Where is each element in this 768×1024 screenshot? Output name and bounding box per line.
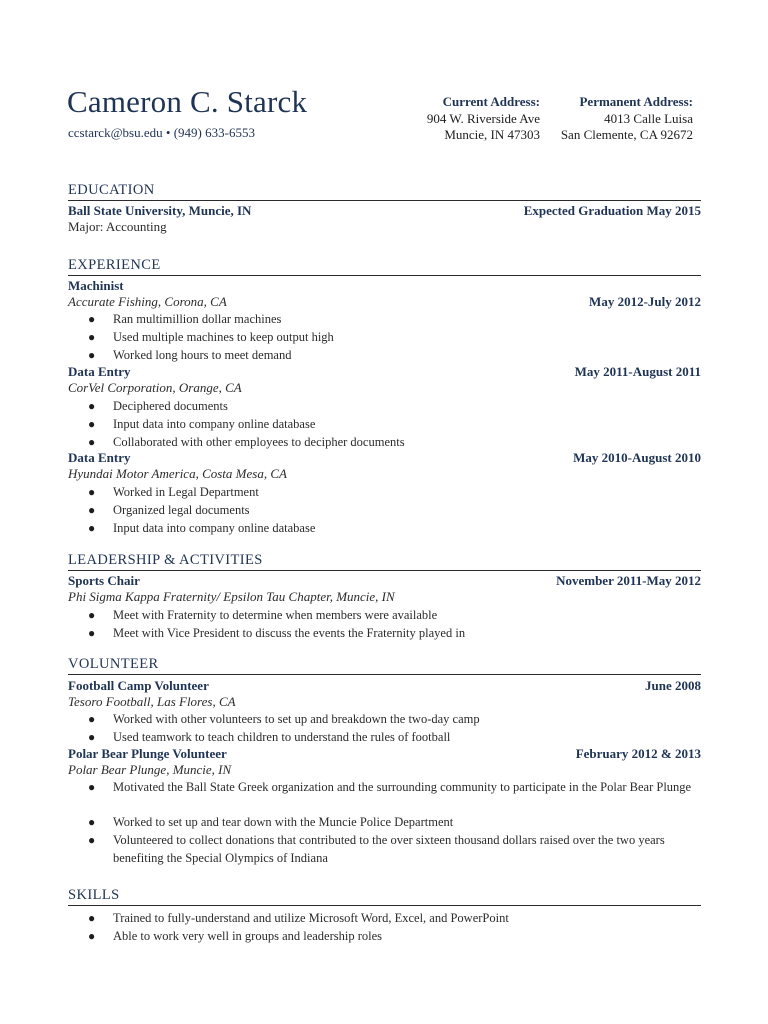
list-item: ● Motivated the Ball State Greek organization and the surrounding community to participate in the Polar Bear Plunge: [113, 779, 703, 797]
role-title: Sports Chair: [68, 573, 140, 588]
bullet-dot-icon: ●: [88, 833, 96, 847]
job-title: Machinist: [68, 278, 124, 293]
bullet-dot-icon: ●: [88, 911, 96, 925]
permanent-address-label: Permanent Address:: [579, 94, 693, 109]
candidate-name: Cameron C. Starck: [67, 84, 308, 119]
list-item: ● Used multiple machines to keep output high: [113, 329, 703, 347]
role-date: February 2012 & 2013: [575, 746, 701, 761]
bullet-dot-icon: ●: [88, 330, 96, 344]
bullet-dot-icon: ●: [88, 485, 96, 499]
bullet-dot-icon: ●: [88, 417, 96, 431]
bullet-dot-icon: ●: [88, 435, 96, 449]
job-title: Data Entry: [68, 450, 131, 465]
list-item: ● Trained to fully-understand and utilize Microsoft Word, Excel, and PowerPoint: [113, 910, 703, 928]
permanent-address-line1: 4013 Calle Luisa: [604, 110, 693, 126]
job-date: May 2012-July 2012: [589, 294, 701, 309]
section-heading-education: EDUCATION: [68, 182, 701, 201]
bullet-dot-icon: ●: [88, 399, 96, 413]
phone: (949) 633-6553: [173, 125, 255, 140]
bullet-dot-icon: ●: [88, 730, 96, 744]
school-name: Ball State University, Muncie, IN: [68, 203, 252, 218]
role-title: Football Camp Volunteer: [68, 678, 209, 693]
bullet-dot-icon: ●: [88, 608, 96, 622]
role-org: Tesoro Football, Las Flores, CA: [68, 694, 236, 709]
job-org: Hyundai Motor America, Costa Mesa, CA: [68, 466, 287, 481]
current-address-line2: Muncie, IN 47303: [444, 127, 540, 142]
bullet-dot-icon: ●: [88, 780, 96, 794]
graduation-date: Expected Graduation May 2015: [523, 203, 701, 218]
bullet-dot-icon: ●: [88, 626, 96, 640]
current-address-label: Current Address:: [442, 94, 540, 109]
list-item: ● Input data into company online database: [113, 520, 703, 538]
job-date: May 2011-August 2011: [574, 364, 701, 379]
role-date: November 2011-May 2012: [556, 573, 701, 588]
separator: •: [165, 125, 171, 140]
list-item: ● Deciphered documents: [113, 398, 703, 416]
bullet-dot-icon: ●: [88, 929, 96, 943]
list-item: ● Able to work very well in groups and leadership roles: [113, 928, 703, 946]
list-item: ● Worked long hours to meet demand: [113, 347, 703, 365]
list-item: ● Input data into company online database: [113, 416, 703, 434]
list-item: ● Meet with Fraternity to determine when members were available: [113, 607, 703, 625]
permanent-address-line2: San Clemente, CA 92672: [560, 127, 693, 142]
job-org: CorVel Corporation, Orange, CA: [68, 380, 242, 395]
contact-line: [68, 125, 255, 141]
list-item: ● Meet with Vice President to discuss the events the Fraternity played in: [113, 625, 703, 643]
current-address: [427, 94, 540, 144]
bullet-dot-icon: ●: [88, 712, 96, 726]
section-heading-volunteer: VOLUNTEER: [68, 656, 701, 675]
email: ccstarck@bsu.edu: [68, 125, 163, 140]
section-heading-leadership: LEADERSHIP & ACTIVITIES: [68, 552, 701, 571]
list-item: ● Organized legal documents: [113, 502, 703, 520]
bullet-dot-icon: ●: [88, 521, 96, 535]
list-item: ● Worked with other volunteers to set up and breakdown the two-day camp: [113, 711, 703, 729]
bullet-dot-icon: ●: [88, 312, 96, 326]
job-org: Accurate Fishing, Corona, CA: [68, 294, 227, 309]
role-org: Phi Sigma Kappa Fraternity/ Epsilon Tau Chapter, Muncie, IN: [68, 589, 395, 604]
list-item: ● Worked to set up and tear down with the Muncie Police Department: [113, 814, 703, 832]
bullet-dot-icon: ●: [88, 815, 96, 829]
current-address-line1: 904 W. Riverside Ave: [426, 110, 540, 126]
bullet-dot-icon: ●: [88, 503, 96, 517]
list-item: ● Worked in Legal Department: [113, 484, 703, 502]
role-date: June 2008: [645, 678, 701, 693]
role-title: Polar Bear Plunge Volunteer: [68, 746, 227, 761]
role-org: Polar Bear Plunge, Muncie, IN: [68, 762, 232, 777]
list-item: ● Ran multimillion dollar machines: [113, 311, 703, 329]
job-title: Data Entry: [68, 364, 131, 379]
permanent-address: [561, 94, 693, 144]
list-item: ● Used teamwork to teach children to understand the rules of football: [113, 729, 703, 747]
bullet-dot-icon: ●: [88, 348, 96, 362]
major: Major: Accounting: [68, 219, 167, 234]
list-item: ● Collaborated with other employees to decipher documents: [113, 434, 703, 452]
job-date: May 2010-August 2010: [573, 450, 701, 465]
section-heading-experience: EXPERIENCE: [68, 257, 701, 276]
section-heading-skills: SKILLS: [68, 887, 701, 906]
list-item: ● Volunteered to collect donations that contributed to the over sixteen thousand dollars raised over the two years benefiting the Special Olympics of Indiana: [88, 833, 665, 865]
